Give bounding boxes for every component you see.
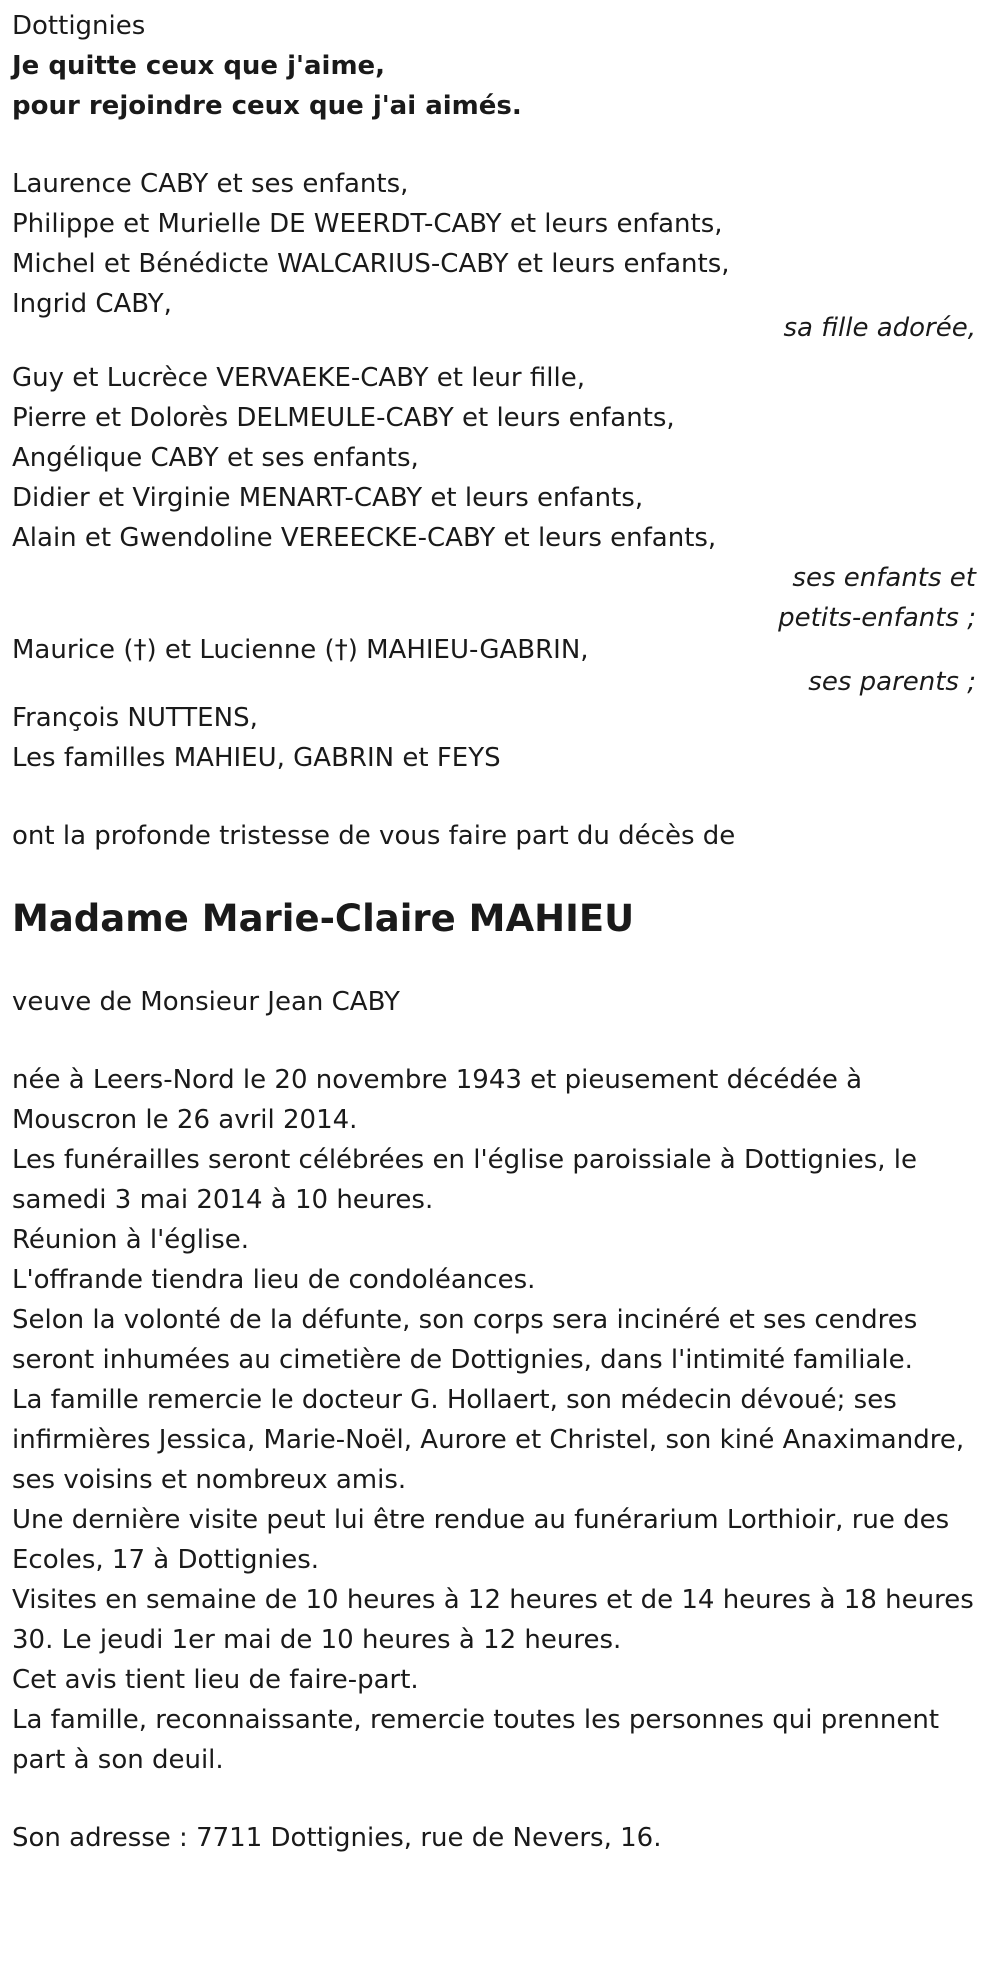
family-line: Philippe et Murielle DE WEERDT-CABY et leurs enfants, [12, 209, 723, 239]
others-line: François NUTTENS, [12, 703, 258, 733]
family-group-others [12, 698, 988, 778]
family-line: Alain et Gwendoline VEREECKE-CABY et leurs enfants, [12, 523, 717, 553]
family-line: Guy et Lucrèce VERVAEKE-CABY et leur fille, [12, 363, 585, 393]
family-group-grandchildren [12, 358, 988, 638]
others-line: Les familles MAHIEU, GABRIN et FEYS [12, 743, 501, 773]
offering-paragraph: L'offrande tiendra lieu de condoléances. [12, 1265, 536, 1295]
notice-body [12, 1060, 988, 1780]
thanks-paragraph: La famille remercie le docteur G. Hollaert, son médecin dévoué; ses infirmières Jessica, Marie-Noël, Aurore et Christel, son kiné Anaximandre, ses voisins et nombreux amis. [12, 1385, 965, 1495]
family-role-daughter: sa fille adorée, [783, 313, 976, 343]
family-group-parents [12, 630, 988, 702]
meeting-paragraph: Réunion à l'église. [12, 1225, 250, 1255]
deceased-name: Madame Marie-Claire MAHIEU [12, 897, 635, 940]
cremation-paragraph: Selon la volonté de la défunte, son corps sera incinéré et ses cendres seront inhumées au cimetière de Dottignies, dans l'intimité familiale. [12, 1305, 918, 1375]
family-line: Michel et Bénédicte WALCARIUS-CABY et leurs enfants, [12, 249, 730, 279]
family-line: Laurence CABY et ses enfants, [12, 169, 409, 199]
location-heading: Dottignies [12, 11, 146, 41]
parents-line: Maurice (†) et Lucienne (†) MAHIEU-GABRIN, [12, 635, 589, 665]
birth-death-paragraph: née à Leers-Nord le 20 novembre 1943 et pieusement décédée à Mouscron le 26 avril 2014. [12, 1065, 863, 1135]
epigraph-line-1: Je quitte ceux que j'aime, [12, 51, 386, 81]
epigraph-line-2: pour rejoindre ceux que j'ai aimés. [12, 91, 522, 121]
family-line: Didier et Virginie MENART-CABY et leurs enfants, [12, 483, 644, 513]
funeral-paragraph: Les funérailles seront célébrées en l'église paroissiale à Dottignies, le samedi 3 mai 2014 à 10 heures. [12, 1145, 917, 1215]
family-line: Angélique CABY et ses enfants, [12, 443, 419, 473]
family-group-children [12, 164, 988, 348]
widow-of-text: veuve de Monsieur Jean CABY [12, 987, 400, 1017]
announcement-text: ont la profonde tristesse de vous faire part du décès de [12, 821, 736, 851]
gratitude-paragraph: La famille, reconnaissante, remercie toutes les personnes qui prennent part à son deuil. [12, 1705, 940, 1775]
family-role-children-line-1: ses enfants et [792, 563, 976, 593]
visiting-hours-paragraph: Visites en semaine de 10 heures à 12 heures et de 14 heures à 18 heures 30. Le jeudi 1er mai de 10 heures à 12 heures. [12, 1585, 974, 1655]
family-line: Ingrid CABY, [12, 289, 172, 319]
family-line: Pierre et Dolorès DELMEULE-CABY et leurs enfants, [12, 403, 675, 433]
visit-paragraph: Une dernière visite peut lui être rendue au funérarium Lorthioir, rue des Ecoles, 17 à Dottignies. [12, 1505, 950, 1575]
family-role-parents: ses parents ; [808, 667, 976, 697]
family-role-children-line-2: petits-enfants ; [778, 603, 976, 633]
address-line: Son adresse : 7711 Dottignies, rue de Nevers, 16. [12, 1823, 662, 1853]
notice-paragraph: Cet avis tient lieu de faire-part. [12, 1665, 419, 1695]
